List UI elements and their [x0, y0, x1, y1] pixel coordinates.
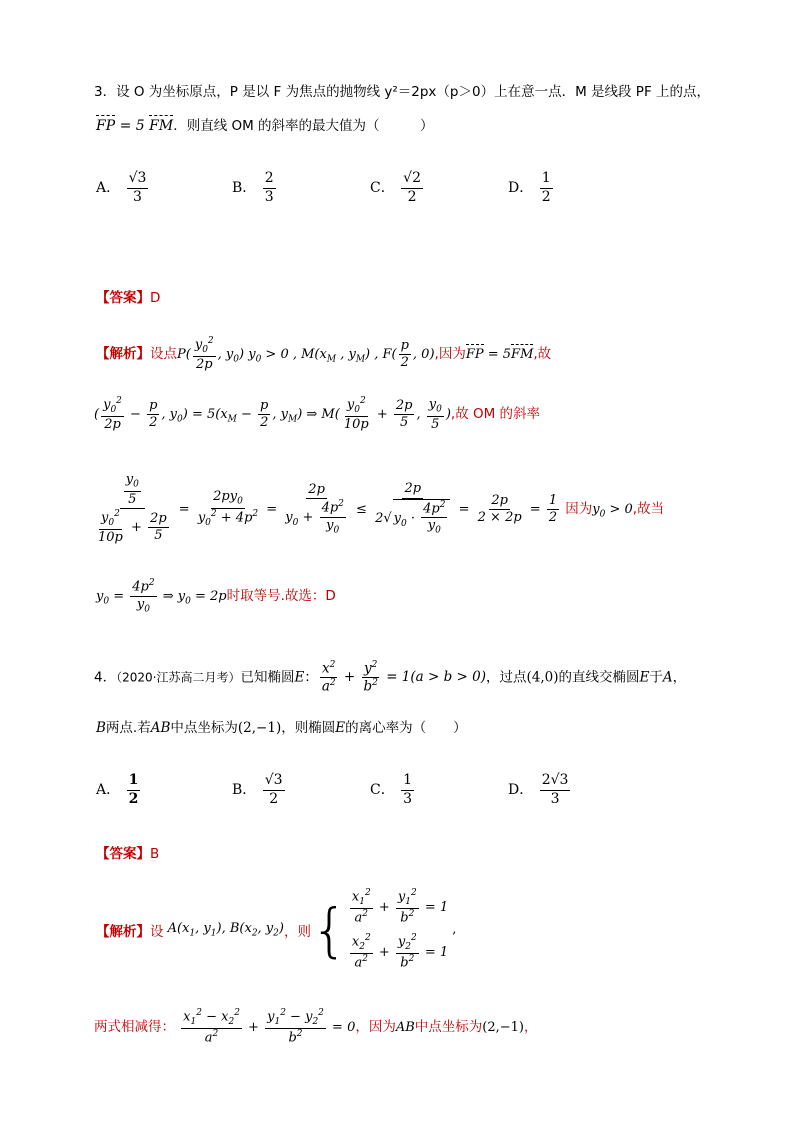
q4-line1: 4．（2020·江苏高二月考）已知椭圆E： $\frac{x^2}{a^2}$ + $\frac{y^2}{b^2}$ = 1(a > b > 0)，过点(4,0)的直线交椭圆E于A，	[94, 660, 687, 695]
q3-analysis-line3: $\frac{y_0}{5}$ $\frac{y_0^2}{10p}$ + $\frac{2p}{5}$ = $\frac{2py_0}{y_0^2 + 4p^2}$ = 2p $y_0$ + $\frac{4p^2}{y_0}$ ≤ 2p 2√ $y_0$ · $\frac{4p^2}{y_0}$ = $\frac{2p}{2 \times 2p}$ = $\frac{1}{2}$ 因为$y_0 > 0$,故当	[98, 472, 665, 546]
answer-value: D	[150, 290, 161, 306]
q4-option-a-fraction: $\frac{1}{2}$	[128, 772, 139, 807]
q3-option-c-fraction: $\frac{√2}{2}$	[403, 170, 421, 205]
q3-option-d-fraction: $\frac{1}{2}$	[541, 170, 551, 205]
analysis-tag: 【解析】	[96, 923, 150, 940]
q3-analysis-line1: 【解析】设点P( $\frac{y_0^2}{2p}$ , $y_0$) $y_0 > 0$ , $M(x_M$ , $y_M$) , F( $\frac{p}{2}$ , 0),因为FP = 5FM,故	[96, 336, 552, 373]
q4-analysis-line1: 【解析】 设 $A(x_1$, $y_1$), $B(x_2$, $y_2$) ，则 { $\frac{x_1^2}{a^2}$ + $\frac{y_1^2}{b^2}$ = 1 $\frac{x_2^2}{a^2}$ + $\frac{y_2^2}{b^2}$ = 1 ,	[96, 888, 457, 971]
q3-option-b-fraction: $\frac{2}{3}$	[264, 170, 274, 205]
q3-stem-line2: ．则直线 OM 的斜率的最大值为（ ）	[173, 118, 434, 134]
system-brace: {	[310, 895, 348, 964]
q4-option-c-fraction: $\frac{1}{3}$	[403, 772, 413, 807]
q3-line2	[96, 114, 434, 134]
q4-option-d-fraction: $\frac{2√3}{3}$	[541, 772, 569, 807]
q4-option-b[interactable]: B． $\frac{√3}{2}$	[232, 772, 283, 807]
q4-analysis-line2: 两式相减得： $\frac{x_1^2 - x_2^2}{a^2}$ + $\frac{y_1^2 - y_2^2}{b^2}$ = 0，因为AB中点坐标为(2,−1)，	[94, 1008, 538, 1046]
q3-analysis-line2: ( $\frac{y_0^2}{2p}$ − $\frac{p}{2}$ , $y_0) = 5(x_M$ − $\frac{p}{2}$ , $y_M$) ⇒ M( $\frac{y_0^2}{10p}$ + $\frac{2p}{5}$ , $\frac{y_0}{5}$ ),故 OM 的斜率	[94, 396, 541, 433]
q3-number: 3．	[94, 84, 117, 100]
q3-stem-line1: 设 O 为坐标原点，P 是以 F 为焦点的抛物线 y²＝2px（p＞0）上在意一点．M 是线段 PF 上的点，	[116, 84, 711, 100]
q4-number: 4．	[94, 669, 117, 686]
q4-option-b-fraction: $\frac{√3}{2}$	[264, 772, 283, 807]
q3-line1	[94, 80, 710, 100]
q3-option-c[interactable]: C． $\frac{√2}{2}$	[370, 170, 421, 205]
q4-option-a[interactable]: A． $\frac{1}{2}$	[96, 772, 139, 807]
q3-option-a[interactable]: A． $\frac{√3}{3}$	[96, 170, 147, 205]
analysis-tag: 【解析】	[96, 346, 150, 363]
q4-line2: B两点.若AB中点坐标为(2,−1)，则椭圆E的离心率为（ ）	[96, 720, 467, 736]
q4-option-d[interactable]: D． $\frac{2√3}{3}$	[508, 772, 569, 807]
q3-option-d[interactable]: D． $\frac{1}{2}$	[508, 170, 551, 205]
equation-system: $\frac{x_1^2}{a^2}$ + $\frac{y_1^2}{b^2}$ = 1 $\frac{x_2^2}{a^2}$ + $\frac{y_2^2}{b^2}$ = 1	[351, 888, 449, 971]
q4-source: （2020·江苏高二月考）	[116, 670, 241, 685]
q3-option-a-fraction: $\frac{√3}{3}$	[128, 170, 147, 205]
q3-answer	[96, 286, 160, 306]
answer-value: B	[150, 846, 160, 862]
q3-vector-eq: FP = 5 FM	[96, 118, 174, 134]
q4-answer	[96, 842, 159, 862]
answer-tag: 【答案】	[96, 290, 150, 306]
q4-option-c[interactable]: C． $\frac{1}{3}$	[370, 772, 413, 807]
q3-analysis-line4: $y_0$ = $\frac{4p^2}{y_0}$ ⇒ $y_0 = 2p$时取等号.故选：D	[96, 578, 336, 615]
answer-tag: 【答案】	[96, 846, 150, 862]
q3-option-b[interactable]: B． $\frac{2}{3}$	[232, 170, 274, 205]
